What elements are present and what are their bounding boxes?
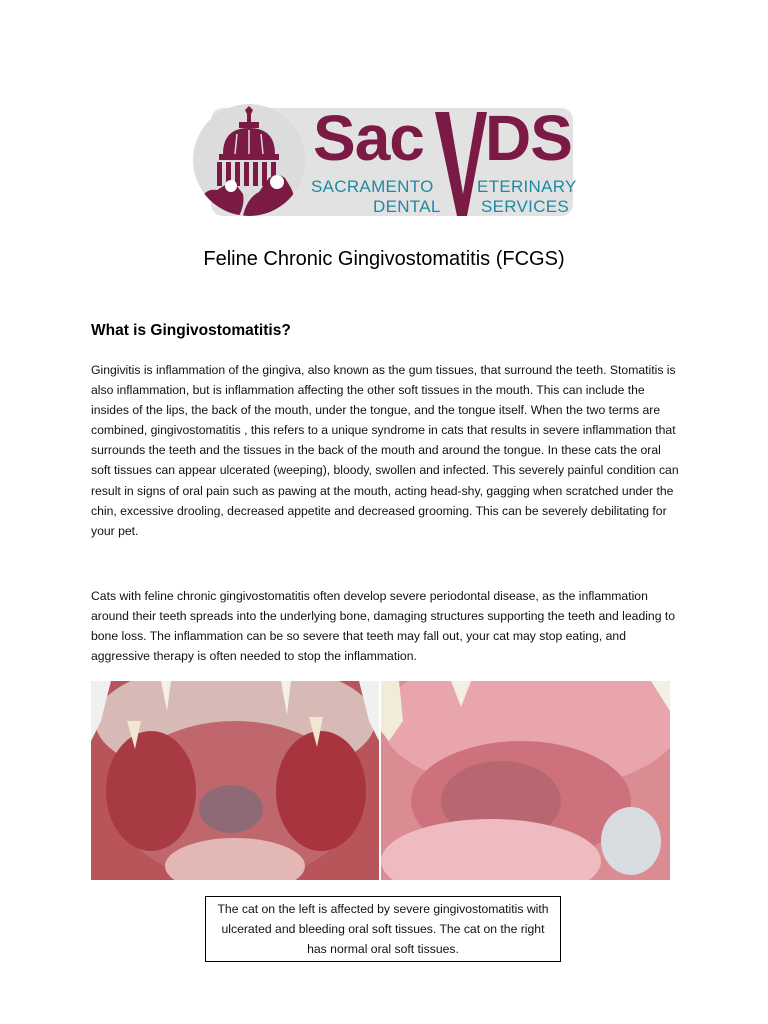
section-heading: What is Gingivostomatitis? — [91, 322, 291, 339]
photo-normal-cat-mouth — [381, 681, 670, 880]
v-letter-shape — [435, 112, 487, 216]
capitol-dome-icon — [193, 104, 305, 216]
photo-caption-box — [205, 896, 561, 962]
capitol-pets-emblem — [193, 104, 305, 216]
logo-sacramento: SACRAMENTO — [311, 177, 434, 196]
logo-eterinary: ETERINARY — [477, 177, 577, 196]
photo-affected-cat-mouth — [91, 681, 379, 880]
paragraph-periodontal: Cats with feline chronic gingivostomatitis often develop severe periodontal disease, as the inflammation around their teeth spreads into the underlying bone, damaging structures supporting the teeth and leading to bone loss. The inflammation can be so severe that teeth may fall out, your cat may stop eating, and aggressive therapy is often needed to stop the inflammation. — [91, 589, 676, 664]
photo-caption: The cat on the left is affected by severe gingivostomatitis with ulcerated and bleeding oral soft tissues. The cat on the right has normal oral soft tissues. — [217, 902, 549, 956]
paragraph-definition: Gingivitis is inflammation of the gingiva, also known as the gum tissues, that surround the teeth. Stomatitis is also inflammation, but is inflammation affecting the other soft tissues in the mouth. This can include the insides of the lips, the back of the mouth, under the tongue, and the tongue itself. When the two terms are combined, gingivostomatitis , this refers to a unique syndrome in cats that results in severe inflammation that surrounds the teeth and the tissues in the back of the mouth and around the tongue. In these cats the oral soft tissues can appear ulcerated (weeping), bloody, swollen and infected. This severely painful condition can result in signs of oral pain such as pawing at the mouth, acting head-shy, gagging when scratched under the chin, excessive drooling, decreased appetite and decreased grooming. This can be severely debilitating for your pet. — [91, 363, 679, 538]
logo-brand-ds: DS — [485, 102, 572, 174]
page-title: Feline Chronic Gingivostomatitis (FCGS) — [203, 248, 565, 270]
logo-dental: DENTAL — [373, 197, 441, 216]
sacvds-logo — [193, 102, 577, 222]
logo-brand-sac: Sac — [313, 102, 424, 174]
logo-services: SERVICES — [481, 197, 570, 216]
